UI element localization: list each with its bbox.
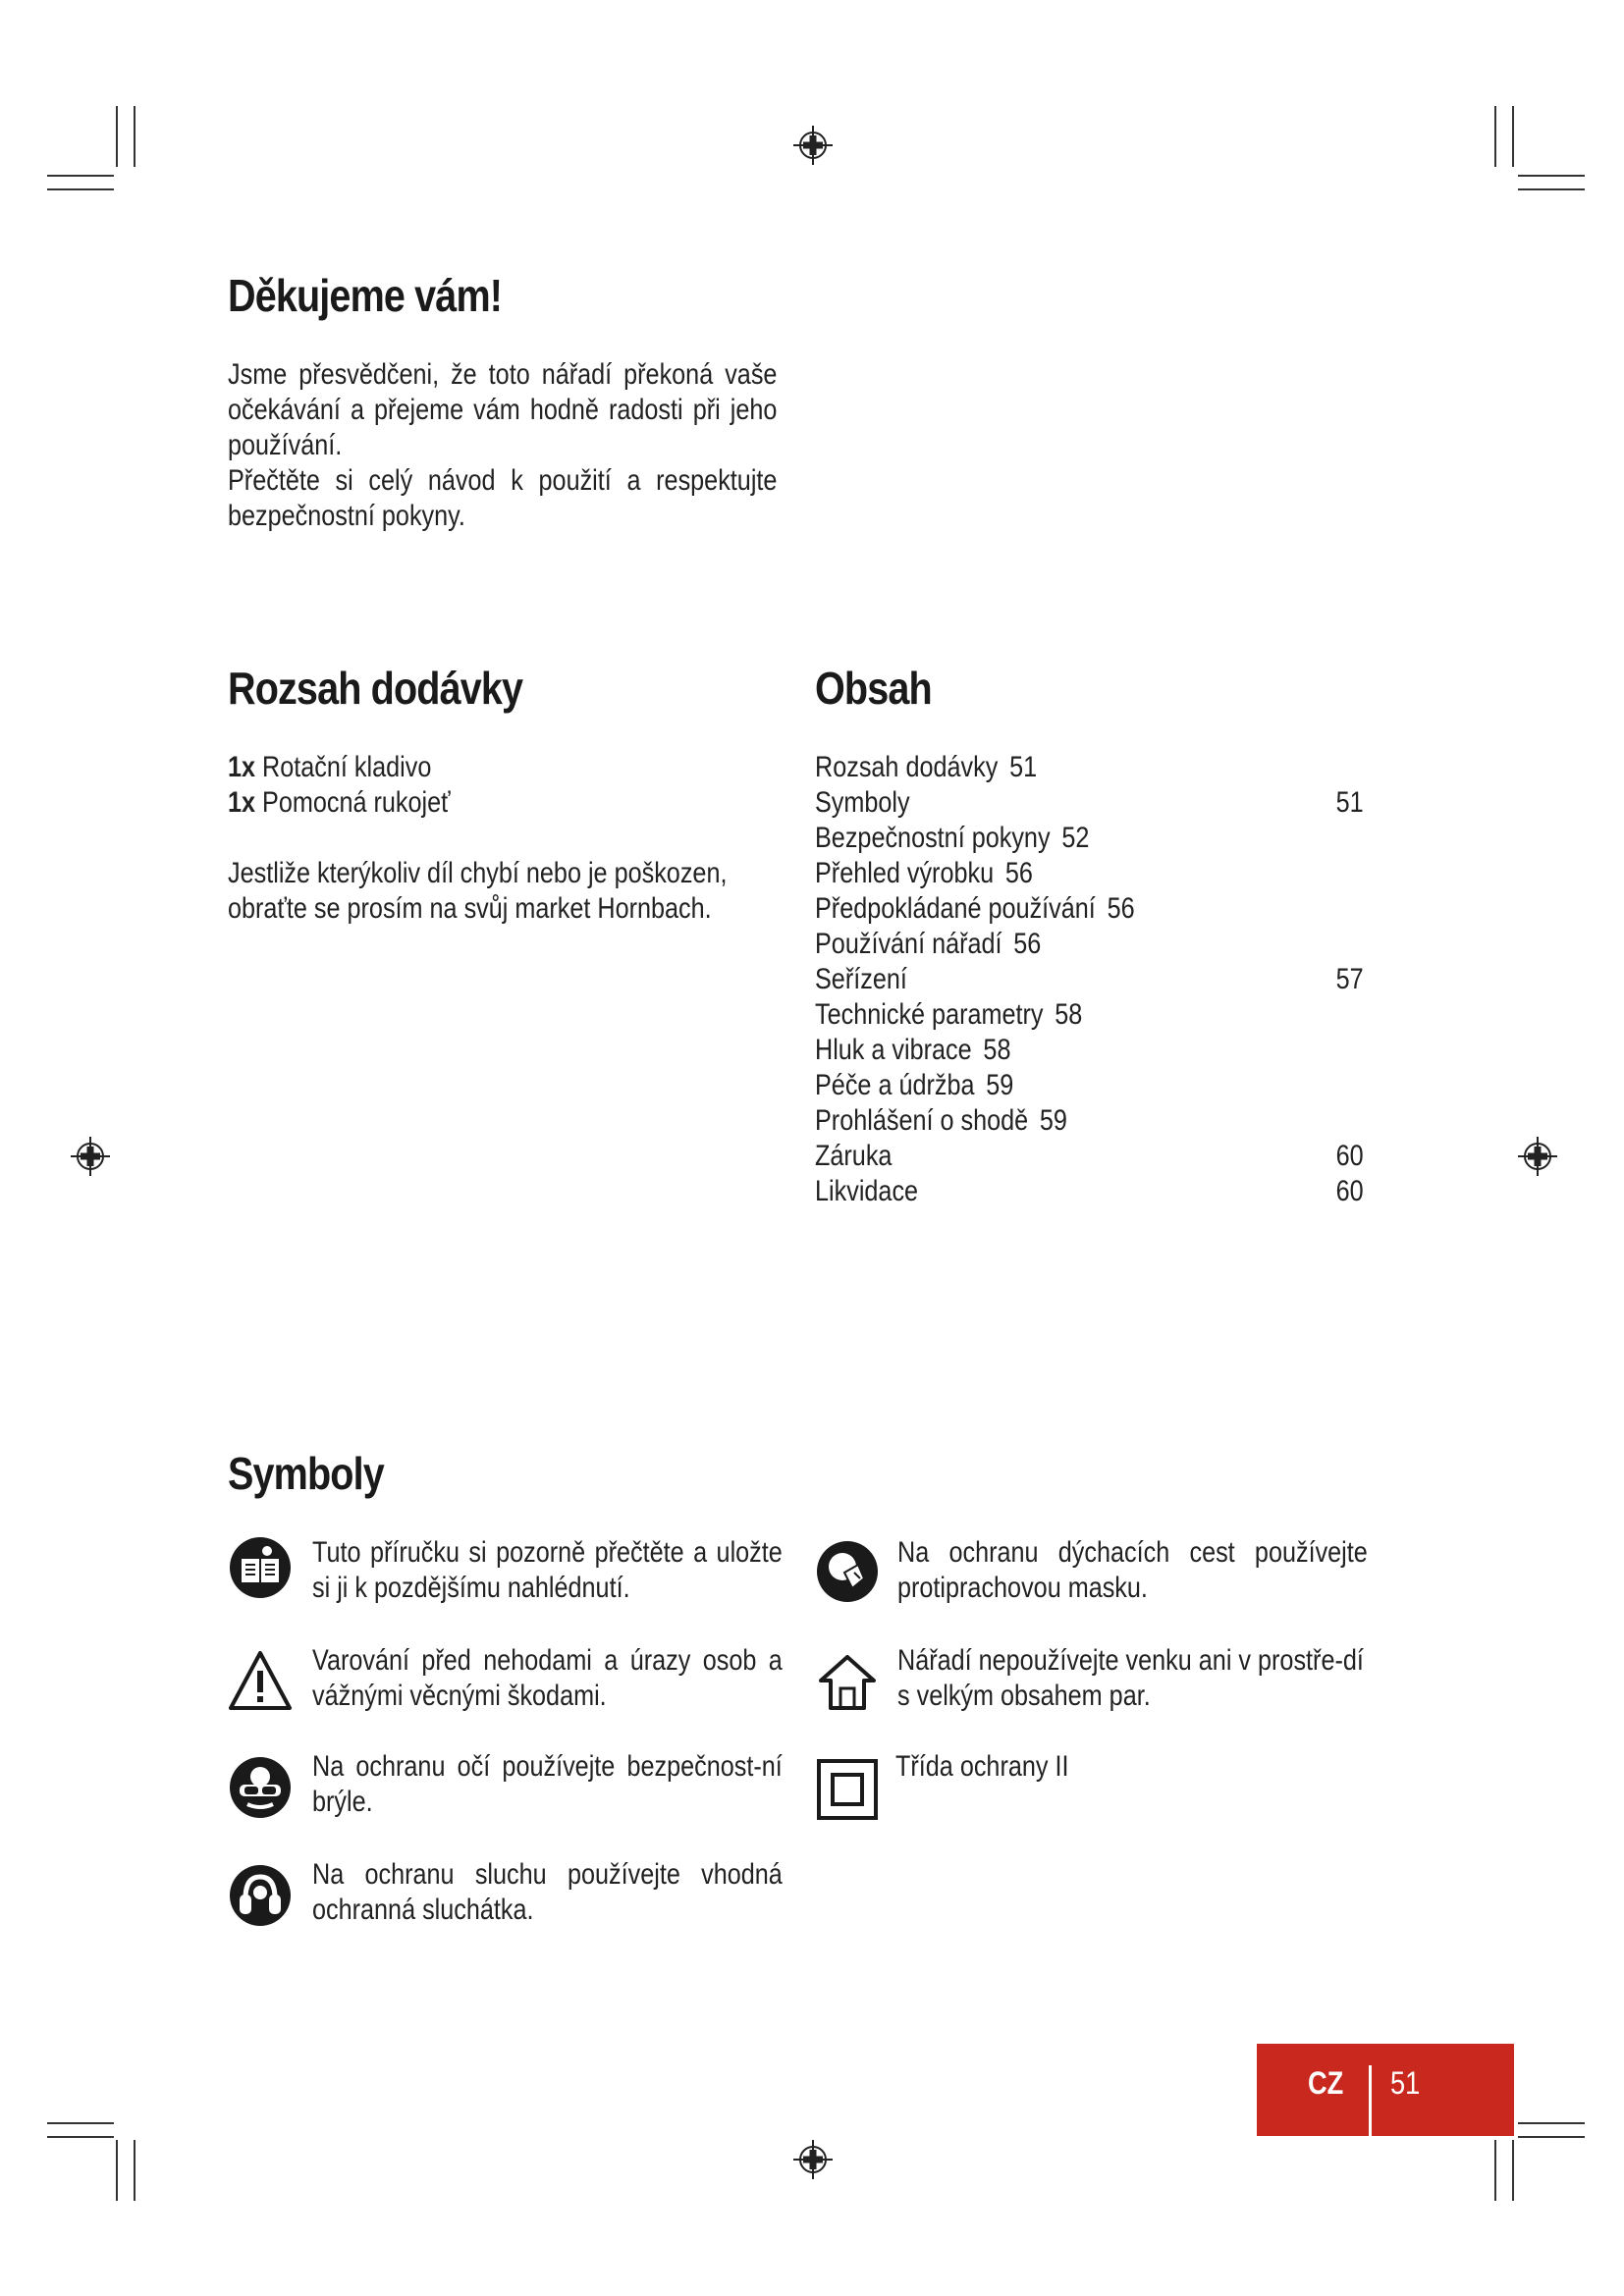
toc-entry (815, 785, 1364, 821)
read-manual-icon (228, 1535, 293, 1600)
toc-entry-page: 56 (1013, 928, 1042, 960)
page-number: 51 (1390, 2065, 1421, 2101)
toc-entry-page: 56 (1107, 892, 1135, 925)
thanks-paragraph: Přečtěte si celý návod k použití a respektujte bezpečnostní pokyny. (228, 464, 778, 532)
item-name: Pomocná rukojeť (262, 786, 451, 819)
toc-entry-page: 57 (1335, 963, 1364, 995)
toc-entry (815, 962, 1364, 997)
registration-mark-icon (793, 126, 833, 165)
indoor-only-house-icon (815, 1649, 880, 1714)
symbol-text: Na ochranu očí používejte bezpečnost-ní brýle. (312, 1750, 783, 1818)
toc-entry (815, 821, 1364, 856)
ear-protection-icon (228, 1863, 293, 1928)
dust-mask-icon (815, 1539, 880, 1604)
toc-entry-page: 51 (1335, 786, 1364, 819)
toc-entry-label: Likvidace (815, 1175, 919, 1207)
toc-entry-label: Předpokládané používání (815, 892, 1096, 925)
toc-entry-label: Hluk a vibrace (815, 1034, 972, 1066)
symbol-text: Varování před nehodami a úrazy osob a vážnými věcnými škodami. (312, 1644, 783, 1712)
thanks-title: Děkujeme vám! (228, 270, 503, 321)
toc-entry-page: 51 (1009, 751, 1038, 783)
language-code: CZ (1308, 2065, 1344, 2101)
toc-entry (815, 891, 1364, 927)
toc-entry (815, 1174, 1364, 1209)
toc-entry-page: 59 (1039, 1104, 1067, 1137)
registration-mark-icon (71, 1137, 110, 1176)
item-name: Rotační kladivo (262, 751, 432, 783)
symbol-text: Nářadí nepoužívejte venku ani v prostře-dí s velkým obsahem par. (897, 1644, 1364, 1712)
toc-entry-label: Používání nářadí (815, 928, 1002, 960)
symbol-text: Na ochranu dýchacích cest používejte protiprachovou masku. (897, 1536, 1368, 1604)
toc-entry-page: 56 (1004, 857, 1033, 889)
toc-entry (815, 1103, 1364, 1139)
page-footer-tab (1257, 2044, 1514, 2136)
toc-entry-label: Záruka (815, 1140, 893, 1172)
protection-class-ii-icon (815, 1757, 880, 1822)
symbol-text: Na ochranu sluchu používejte vhodná ochranná sluchátka. (312, 1858, 783, 1926)
list-item (228, 750, 451, 785)
toc-entry (815, 927, 1364, 962)
footer-divider (1369, 2065, 1372, 2136)
symbols-title: Symboly (228, 1448, 384, 1499)
toc-entry-page: 60 (1335, 1175, 1364, 1207)
thanks-paragraph: Jsme přesvědčeni, že toto nářadí překoná vaše očekávání a přejeme vám hodně radosti při jeho používání. (228, 358, 778, 461)
toc-entry (815, 750, 1364, 785)
toc-entry (815, 1033, 1364, 1068)
toc-entry (815, 1139, 1364, 1174)
toc-entry-page: 60 (1335, 1140, 1364, 1172)
item-quantity: 1x (228, 751, 256, 783)
scope-note: Jestliže kterýkoliv díl chybí nebo je poškozen, obraťte se prosím na svůj market Hornbach. (228, 857, 728, 925)
toc-entry-label: Rozsah dodávky (815, 751, 999, 783)
toc-title: Obsah (815, 663, 932, 714)
symbol-text: Třída ochrany II (895, 1750, 1069, 1783)
toc-entry-page: 58 (983, 1034, 1011, 1066)
toc-entry-label: Bezpečnostní pokyny (815, 822, 1051, 854)
list-item (228, 785, 451, 821)
registration-mark-icon (793, 2140, 833, 2179)
registration-mark-icon (1518, 1137, 1557, 1176)
toc-entry-label: Prohlášení o shodě (815, 1104, 1029, 1137)
toc-entry-page: 59 (986, 1069, 1014, 1101)
symbol-text: Tuto příručku si pozorně přečtěte a uložte si ji k pozdějšímu nahlédnutí. (312, 1536, 783, 1604)
toc-entry (815, 1068, 1364, 1103)
toc-entry-page: 52 (1061, 822, 1090, 854)
toc-entry (815, 997, 1364, 1033)
toc-entry-label: Symboly (815, 786, 910, 819)
item-quantity: 1x (228, 786, 256, 819)
toc-entry-label: Přehled výrobku (815, 857, 995, 889)
toc-entry-label: Péče a údržba (815, 1069, 975, 1101)
toc-entry-label: Seřízení (815, 963, 907, 995)
toc-entry (815, 856, 1364, 891)
safety-goggles-icon (228, 1755, 293, 1820)
warning-triangle-icon (228, 1649, 293, 1714)
toc-entry-label: Technické parametry (815, 998, 1044, 1031)
toc-list (815, 750, 1365, 1209)
toc-entry-page: 58 (1055, 998, 1083, 1031)
scope-title: Rozsah dodávky (228, 663, 523, 714)
